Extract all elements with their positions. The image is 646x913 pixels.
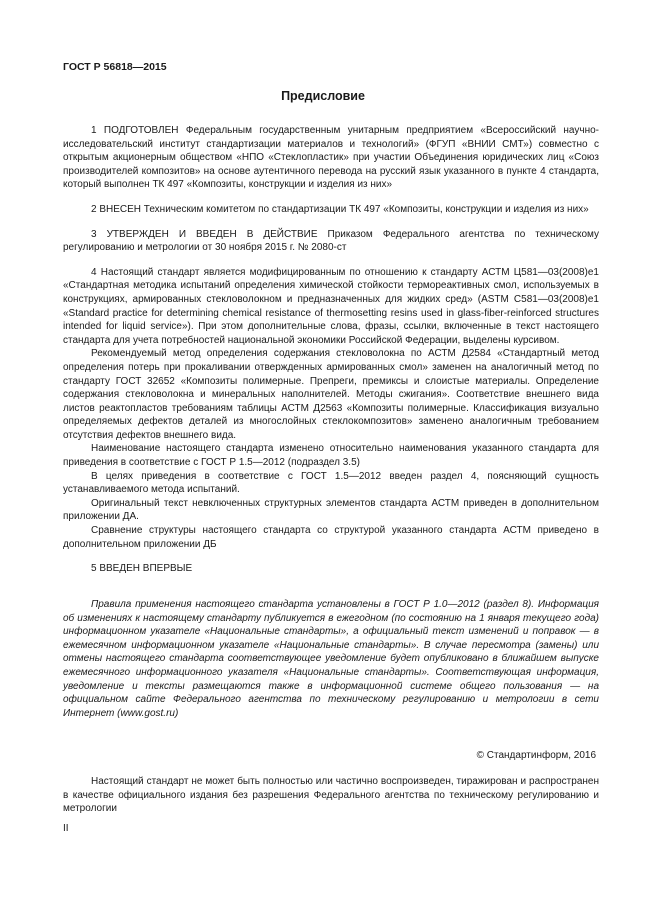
notice-block xyxy=(63,598,599,720)
paragraph-5-first-introduced: 5 ВВЕДЕН ВПЕРВЫЕ xyxy=(91,563,193,575)
notice-text: Правила применения настоящего стандарта установлены в ГОСТ Р 1.0—2012 (раздел 8). Информация об изменениях к настоящему стандарту публикуется в ежегодном (по состоянию на 1 января текущего года) информационном указателе «Национальные стандарты», а официальный текст изменений и поправок — в ежемесячном информационном указателе «Национальные стандарты». В случае пересмотра (замены) или отмены настоящего стандарта соответствующее уведомление будет опубликовано в ближайшем выпуске ежемесячного информационного указателя «Национальные стандарты». Соответствующая информация, уведомление и тексты размещаются также в информационной системе общего пользования — на официальном сайте Федерального агентства по техническому регулированию и метрологии в сети Интернет (www.gost.ru) xyxy=(63,599,599,719)
paragraph-4-title-change: Наименование настоящего стандарта изменено относительно наименования указанного стандарта для приведения в соответствие с ГОСТ Р 1.5—2012 (подраздел 3.5) xyxy=(63,443,599,469)
paragraph-3-approved: 3 УТВЕРЖДЕН И ВВЕДЕН В ДЕЙСТВИЕ Приказом Федерального агентства по техническому регулированию и метрологии от 30 ноября 2015 г. № 2080-ст xyxy=(63,228,599,254)
paragraph-1-prepared: 1 ПОДГОТОВЛЕН Федеральным государственным унитарным предприятием «Всероссийский научно-исследовательский институт стандартизации материалов и технологий» (ФГУП «ВНИИ СМТ») совместно с открытым акционерным обществом «НПО «Стеклопластик» при участии Объединения юридических лиц «Союз производителей композитов» на основе аутентичного перевода на русский язык указанного в пункте 4 стандарта, который выполнен ТК 497 «Композиты, конструкции и изделия из них» xyxy=(63,125,599,191)
paragraph-4-annex-da: Оригинальный текст невключенных структурных элементов стандарта АСТМ приведен в дополнительном приложении ДА. xyxy=(63,497,599,523)
foreword-body xyxy=(63,124,599,576)
page-number: II xyxy=(63,823,69,834)
reproduction-text: Настоящий стандарт не может быть полностью или частично воспроизведен, тиражирован и распространен в качестве официального издания без разрешения Федерального агентства по техническому регулированию и метрологии xyxy=(63,776,599,815)
paragraph-4-modified: 4 Настоящий стандарт является модифицированным по отношению к стандарту АСТМ Ц581—03(2008)е1 «Стандартная методика испытаний определения химической стойкости термореактивных смол, используемых в конструкциях, армированных стекловолокном и предназначенных для жидких сред» (ASTM C581—03(2008)e1 «Standard practice for determining chemical resistance of thermosetting resins used in glass-fiber-reinforced structures intended for liquid service»). При этом дополнительные слова, фразы, ссылки, включенные в текст настоящего стандарта для учета потребностей национальной экономики Российской Федерации, выделены курсивом. xyxy=(63,266,599,346)
paragraph-4-annex-db: Сравнение структуры настоящего стандарта со структурой указанного стандарта АСТМ приведено в дополнительном приложении ДБ xyxy=(63,525,599,550)
paragraph-4-method: Рекомендуемый метод определения содержания стекловолокна по АСТМ Д2584 «Стандартный метод определения потерь при прокаливании отвержденных армированных смол» заменен на аналогичный метод по стандарту ГОСТ 32652 «Композиты полимерные. Препреги, премиксы и слоистые материалы. Определение содержания стекловолокна и минеральных наполнителей. Методы сжигания». Соответствие внешнего вида листов реактопластов требованиям таблицы АСТМ Д2563 «Композиты полимерные. Классификация визуально определяемых дефектов деталей из многослойных стеклокомпозитов» заменено аналогичным требованием отсутствия дефектов внешнего вида. xyxy=(63,348,599,441)
copyright-line: © Стандартинформ, 2016 xyxy=(476,750,596,761)
paragraph-2-introduced: 2 ВНЕСЕН Техническим комитетом по стандартизации ТК 497 «Композиты, конструкции и изделия из них» xyxy=(91,203,589,215)
paragraph-4-section: В целях приведения в соответствие с ГОСТ 1.5—2012 введен раздел 4, поясняющий сущность устанавливаемого метода испытаний. xyxy=(63,470,599,496)
reproduction-notice xyxy=(63,775,599,816)
standard-code-header: ГОСТ Р 56818—2015 xyxy=(63,61,167,73)
page-title: Предисловие xyxy=(281,89,365,103)
